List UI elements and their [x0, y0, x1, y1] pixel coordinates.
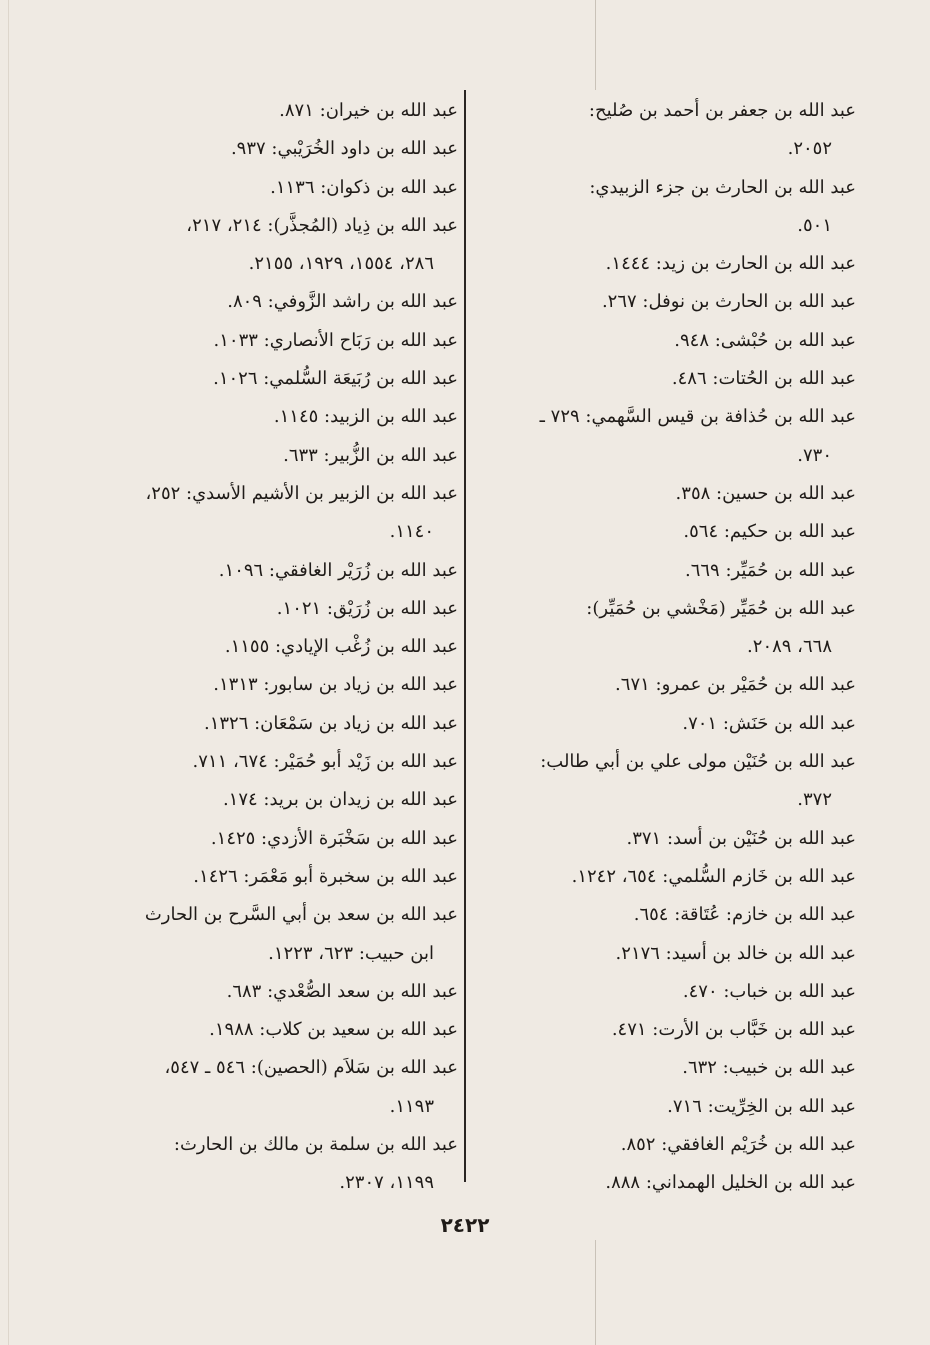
index-entry	[478, 590, 856, 667]
index-entry-main-line: عبد الله بن داود الخُرَيْبي: ٩٣٧.	[230, 138, 458, 160]
index-entry-main-line: عبد الله بن حَنَش: ٧٠١.	[682, 712, 856, 734]
index-entry	[478, 973, 856, 1011]
index-entry-main-line: عبد الله بن خيران: ٨٧١.	[279, 100, 458, 121]
index-entry	[478, 858, 856, 896]
index-entry	[76, 666, 458, 704]
index-entry-main-line: عبد الله بن سعد الصُّعْدي: ٦٨٣.	[226, 980, 458, 1002]
index-entry-continuation: ابن حبيب: ٦٢٣، ١٢٢٣.	[268, 942, 434, 964]
index-entry-main-line: عبد الله بن سعيد بن كلاب: ١٩٨٨.	[209, 1019, 458, 1041]
index-entry-main-line: عبد الله بن زيدان بن بريد: ١٧٤.	[222, 789, 458, 811]
index-entry-main-line: عبد الله بن حُبْشى: ٩٤٨.	[674, 329, 856, 351]
index-entry-main-line: عبد الله بن الزبيد: ١١٤٥.	[273, 406, 458, 428]
index-entry-main-line: عبد الله بن زياد بن سابور: ١٣١٣.	[213, 674, 458, 696]
index-entry-main-line: عبد الله بن حكيم: ٥٦٤.	[683, 521, 856, 543]
index-entry-main-line: عبد الله بن خَبَّاب بن الأرت: ٤٧١.	[611, 1019, 856, 1041]
index-entry	[76, 398, 458, 436]
index-entry-main-line: عبد الله بن زُغْب الإيادي: ١١٥٥.	[224, 636, 458, 658]
index-entry	[76, 130, 458, 168]
index-entry	[478, 92, 856, 169]
index-entry	[76, 169, 458, 207]
index-entry	[478, 820, 856, 858]
index-entry-main-line: عبد الله بن سلمة بن مالك بن الحارث:	[173, 1134, 458, 1156]
index-entry-continuation: ١١٤٠.	[389, 521, 434, 543]
index-entry-continuation: ١١٩٣.	[389, 1095, 434, 1117]
index-entry	[76, 705, 458, 743]
page-number: ٢٤٢٢	[440, 1213, 490, 1237]
index-entry	[76, 475, 458, 552]
index-entry	[478, 666, 856, 704]
index-entry-continuation: ٢٨٦، ١٥٥٤، ١٩٢٩، ٢١٥٥.	[248, 253, 434, 275]
index-entry-continuation: ٦٦٨، ٢٠٨٩.	[747, 636, 832, 658]
index-entry-main-line: عبد الله بن الحارث بن نوفل: ٢٦٧.	[601, 291, 856, 313]
index-entry	[76, 820, 458, 858]
index-entry	[76, 781, 458, 819]
index-entry-main-line: عبد الله بن زُرَيْر الغافقي: ١٠٩٦.	[218, 559, 458, 581]
index-entry-main-line: عبد الله بن زَيْد أبو حُمَيْر: ٦٧٤، ٧١١.	[192, 751, 458, 773]
index-entry	[76, 283, 458, 321]
index-entry	[76, 628, 458, 666]
index-entry-main-line: عبد الله بن سَلاَم (الحصين): ٥٤٦ ـ ٥٤٧،	[164, 1057, 458, 1079]
index-entry-main-line: عبد الله بن خَازم السُّلمي: ٦٥٤، ١٢٤٢.	[571, 865, 856, 887]
index-entry	[478, 245, 856, 283]
index-entry	[478, 705, 856, 743]
index-entry-main-line: عبد الله بن حُنَيْن بن أسد: ٣٧١.	[626, 827, 856, 849]
index-entry	[76, 743, 458, 781]
index-entry-main-line: عبد الله بن حُمَيِّر: ٦٦٩.	[684, 559, 856, 581]
index-entry-main-line: عبد الله بن حُمَيِّر (مَخْشي بن حُمَيِّر):	[586, 597, 856, 619]
index-entry-main-line: عبد الله بن خبيب: ٦٣٢.	[682, 1057, 856, 1079]
index-entry-main-line: عبد الله بن ذكوان: ١١٣٦.	[270, 176, 458, 198]
index-entry	[76, 896, 458, 973]
index-entry-main-line: عبد الله بن زُرَيْق: ١٠٢١.	[276, 597, 458, 619]
index-entry	[478, 1011, 856, 1049]
index-entry-main-line: عبد الله بن سخبرة أبو مَعْمَر: ١٤٢٦.	[193, 865, 458, 887]
index-entry-main-line: عبد الله بن حُمَيْر بن عمرو: ٦٧١.	[615, 674, 856, 696]
index-entry-main-line: عبد الله بن زياد بن سَمْعَان: ١٣٢٦.	[203, 712, 458, 734]
index-entry-main-line: عبد الله بن الحارث بن جزء الزبيدي:	[589, 176, 856, 198]
index-entry-main-line: عبد الله بن جعفر بن أحمد بن صُليح:	[588, 100, 856, 121]
index-entry	[478, 1049, 856, 1087]
column-divider	[464, 90, 466, 1182]
index-column-right	[478, 92, 856, 1203]
index-entry-main-line: عبد الله بن رُبَيعَة السُّلمي: ١٠٢٦.	[213, 368, 458, 390]
index-entry-continuation: ٣٧٢.	[797, 789, 832, 811]
index-column-left	[76, 92, 458, 1203]
index-entry	[76, 437, 458, 475]
index-entry	[76, 590, 458, 628]
index-entry	[478, 1126, 856, 1164]
index-entry-main-line: عبد الله بن سَخْبَرة الأزدي: ١٤٢٥.	[210, 827, 458, 849]
scan-fold-line	[8, 0, 9, 1345]
index-entry	[478, 169, 856, 246]
index-entry	[76, 1126, 458, 1203]
index-entry	[478, 743, 856, 820]
index-entry	[478, 935, 856, 973]
index-entry-main-line: عبد الله بن خُرَيْم الغافقي: ٨٥٢.	[620, 1134, 856, 1156]
index-entry-main-line: عبد الله بن الزُّبير: ٦٣٣.	[283, 444, 458, 466]
index-entry	[478, 1088, 856, 1126]
scan-fold-line	[595, 1240, 596, 1345]
index-entry	[76, 858, 458, 896]
index-entry	[76, 973, 458, 1011]
index-entry-continuation: ٢٠٥٢.	[787, 138, 832, 160]
index-entry	[478, 1164, 856, 1202]
index-entry-main-line: عبد الله بن ذِياد (المُجذَّر): ٢١٤، ٢١٧،	[186, 214, 458, 236]
index-entry	[478, 398, 856, 475]
index-entry	[478, 283, 856, 321]
index-entry-main-line: عبد الله بن الحارث بن زيد: ١٤٤٤.	[605, 253, 856, 275]
index-entry-main-line: عبد الله بن حسين: ٣٥٨.	[675, 482, 856, 504]
index-entry	[76, 1011, 458, 1049]
index-entry	[76, 552, 458, 590]
index-entry	[76, 322, 458, 360]
index-entry	[478, 322, 856, 360]
index-entry-main-line: عبد الله بن خالد بن أسيد: ٢١٧٦.	[615, 942, 856, 964]
index-entry-main-line: عبد الله بن سعد بن أبي السَّرح بن الحارث	[144, 904, 458, 926]
index-entry-main-line: عبد الله بن الحُتات: ٤٨٦.	[671, 368, 856, 390]
index-entry-main-line: عبد الله بن الزبير بن الأشيم الأسدي: ٢٥٢،	[145, 482, 458, 504]
index-entry	[76, 92, 458, 130]
index-entry	[76, 207, 458, 284]
index-entry-main-line: عبد الله بن خباب: ٤٧٠.	[682, 980, 856, 1002]
index-entry-main-line: عبد الله بن رَبَاح الأنصاري: ١٠٣٣.	[213, 329, 458, 351]
index-entry-continuation: ١١٩٩، ٢٣٠٧.	[339, 1172, 434, 1194]
index-entry-main-line: عبد الله بن حُذافة بن قيس السَّهمي: ٧٢٩ ـ	[539, 406, 856, 428]
scan-fold-line	[595, 0, 596, 90]
index-entry-continuation: ٥٠١.	[797, 214, 832, 236]
index-entry-main-line: عبد الله بن خازم: عُتَاقة: ٦٥٤.	[633, 904, 856, 926]
index-entry-main-line: عبد الله بن راشد الزَّوفي: ٨٠٩.	[227, 291, 458, 313]
index-entry	[478, 513, 856, 551]
index-entry	[478, 896, 856, 934]
index-entry	[76, 360, 458, 398]
index-entry-main-line: عبد الله بن الخِرِّيت: ٧١٦.	[667, 1095, 856, 1117]
index-entry	[76, 1049, 458, 1126]
index-entry-main-line: عبد الله بن حُنَيْن مولى علي بن أبي طالب:	[540, 751, 856, 773]
index-entry	[478, 360, 856, 398]
index-entry	[478, 475, 856, 513]
index-entry-main-line: عبد الله بن الخليل الهمداني: ٨٨٨.	[605, 1172, 856, 1194]
index-entry	[478, 552, 856, 590]
index-entry-continuation: ٧٣٠.	[797, 444, 832, 466]
